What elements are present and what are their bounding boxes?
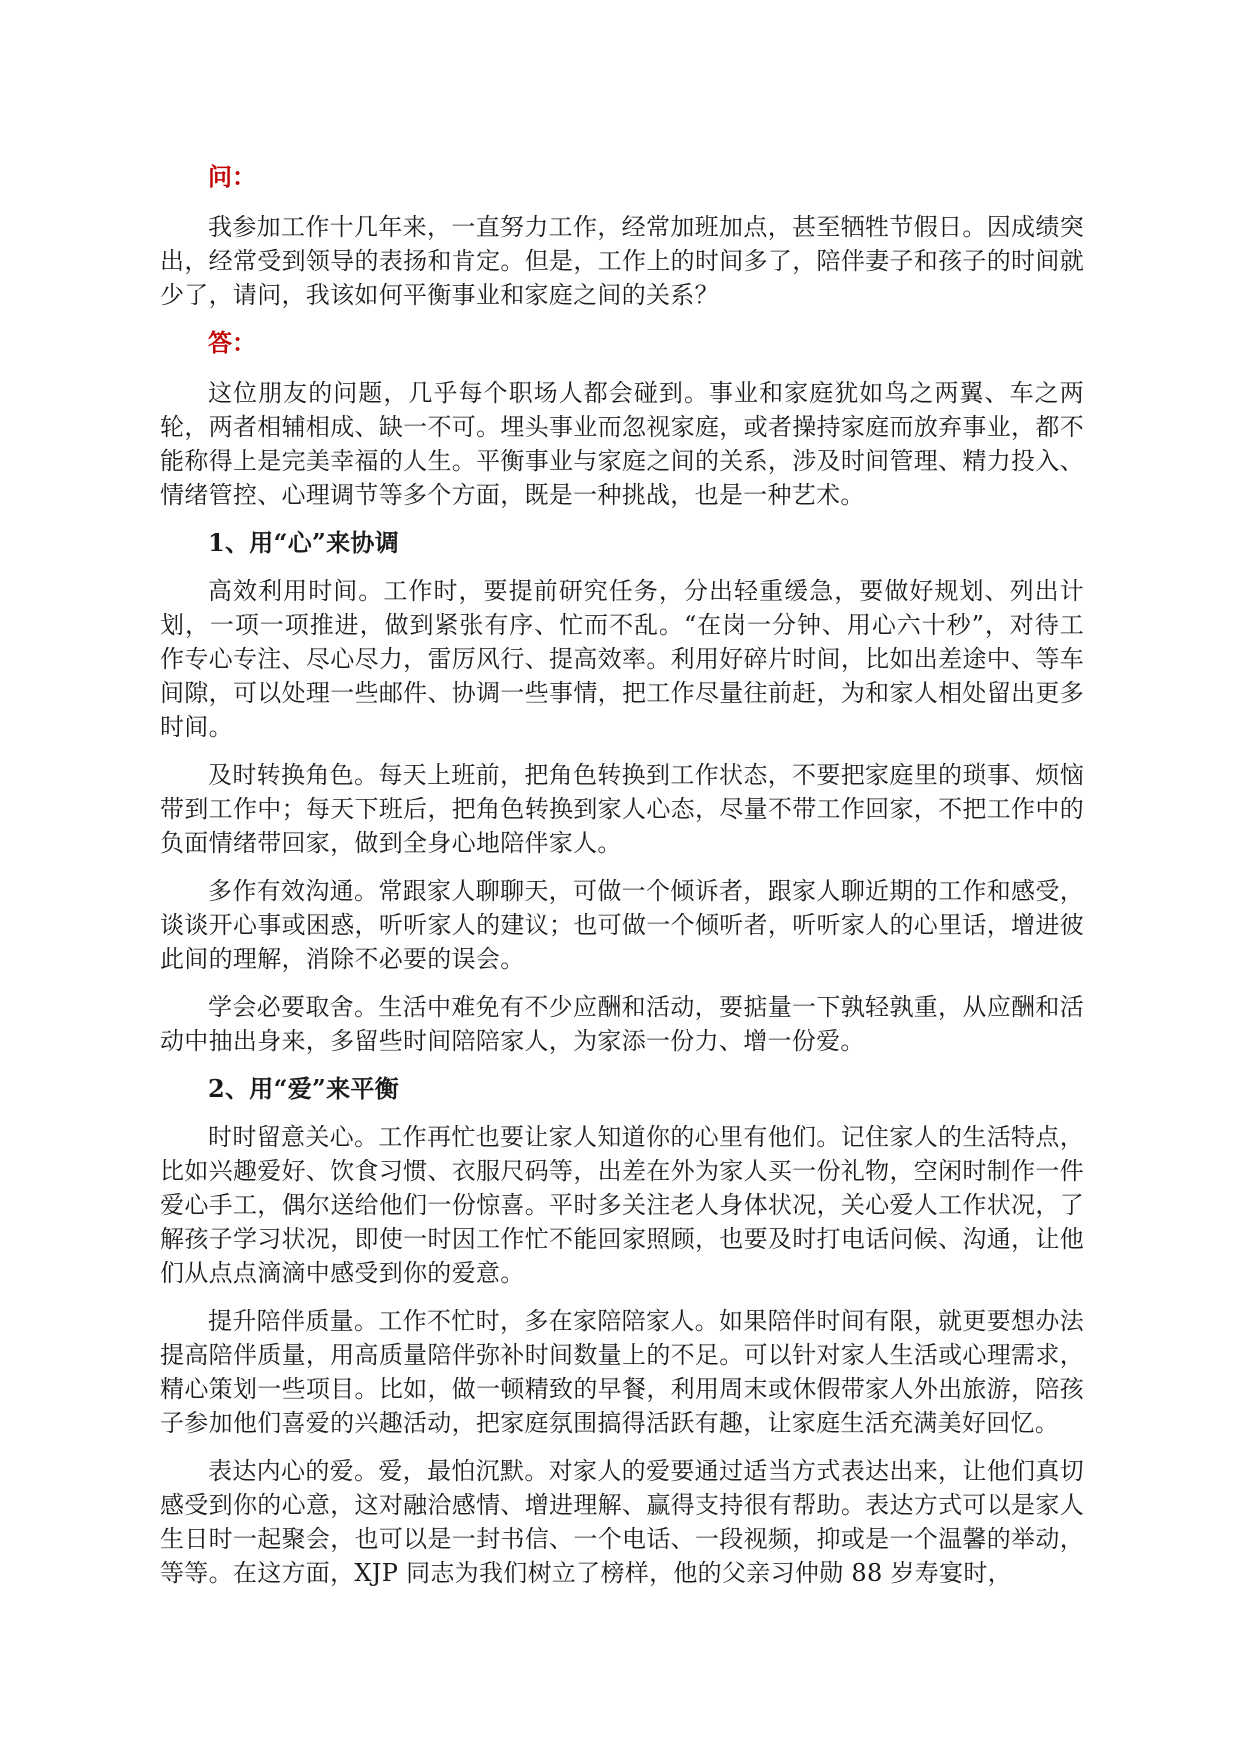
section-1-paragraph: 及时转换角色。每天上班前，把角色转换到工作状态，不要把家庭里的琐事、烦恼带到工作中；每天下班后，把角色转换到家人心态，尽量不带工作回家，不把工作中的负面情绪带回家，做到全身心地陪伴家人。 bbox=[160, 761, 1084, 857]
section-1-paragraph: 学会必要取舍。生活中难免有不少应酬和活动，要掂量一下孰轻孰重，从应酬和活动中抽出身来，多留些时间陪陪家人，为家添一份力、增一份爱。 bbox=[160, 993, 1084, 1055]
section-2-paragraph: 表达内心的爱。爱，最怕沉默。对家人的爱要通过适当方式表达出来，让他们真切感受到你的心意，这对融洽感情、增进理解、赢得支持很有帮助。表达方式可以是家人生日时一起聚会，也可以是一封书信、一个电话、一段视频，抑或是一个温馨的举动，等等。在这方面，XJP 同志为我们树立了榜样，他的父亲习仲勋 88 岁寿宴时， bbox=[160, 1457, 1084, 1587]
section-2-paragraph: 提升陪伴质量。工作不忙时，多在家陪陪家人。如果陪伴时间有限，就更要想办法提高陪伴质量，用高质量陪伴弥补时间数量上的不足。可以针对家人生活或心理需求，精心策划一些项目。比如，做一顿精致的早餐，利用周末或休假带家人外出旅游，陪孩子参加他们喜爱的兴趣活动，把家庭氛围搞得活跃有趣，让家庭生活充满美好回忆。 bbox=[160, 1307, 1084, 1437]
question-text: 我参加工作十几年来，一直努力工作，经常加班加点，甚至牺牲节假日。因成绩突出，经常受到领导的表扬和肯定。但是，工作上的时间多了，陪伴妻子和孩子的时间就少了，请问，我该如何平衡事业和家庭之间的关系？ bbox=[160, 213, 1084, 309]
document-page bbox=[160, 160, 1084, 1590]
answer-intro: 这位朋友的问题，几乎每个职场人都会碰到。事业和家庭犹如鸟之两翼、车之两轮，两者相辅相成、缺一不可。埋头事业而忽视家庭，或者操持家庭而放弃事业，都不能称得上是完美幸福的人生。平衡事业与家庭之间的关系，涉及时间管理、精力投入、情绪管控、心理调节等多个方面，既是一种挑战，也是一种艺术。 bbox=[160, 379, 1084, 509]
section-1-heading: 1、用“心”来协调 bbox=[208, 528, 400, 557]
section-1-paragraph: 高效利用时间。工作时，要提前研究任务，分出轻重缓急，要做好规划、列出计划，一项一项推进，做到紧张有序、忙而不乱。“在岗一分钟、用心六十秒”，对待工作专心专注、尽心尽力，雷厉风行、提高效率。利用好碎片时间，比如出差途中、等车间隙，可以处理一些邮件、协调一些事情，把工作尽量往前赶，为和家人相处留出更多时间。 bbox=[160, 577, 1084, 741]
answer-label: 答： bbox=[208, 328, 256, 357]
section-2-paragraph: 时时留意关心。工作再忙也要让家人知道你的心里有他们。记住家人的生活特点，比如兴趣爱好、饮食习惯、衣服尺码等，出差在外为家人买一份礼物，空闲时制作一件爱心手工，偶尔送给他们一份惊喜。平时多关注老人身体状况，关心爱人工作状况，了解孩子学习状况，即使一时因工作忙不能回家照顾，也要及时打电话问候、沟通，让他们从点点滴滴中感受到你的爱意。 bbox=[160, 1123, 1084, 1287]
question-label: 问： bbox=[208, 162, 256, 191]
section-2-heading: 2、用“爱”来平衡 bbox=[208, 1074, 400, 1103]
section-1-paragraph: 多作有效沟通。常跟家人聊聊天，可做一个倾诉者，跟家人聊近期的工作和感受，谈谈开心事或困惑，听听家人的建议；也可做一个倾听者，听听家人的心里话，增进彼此间的理解，消除不必要的误会。 bbox=[160, 877, 1084, 973]
